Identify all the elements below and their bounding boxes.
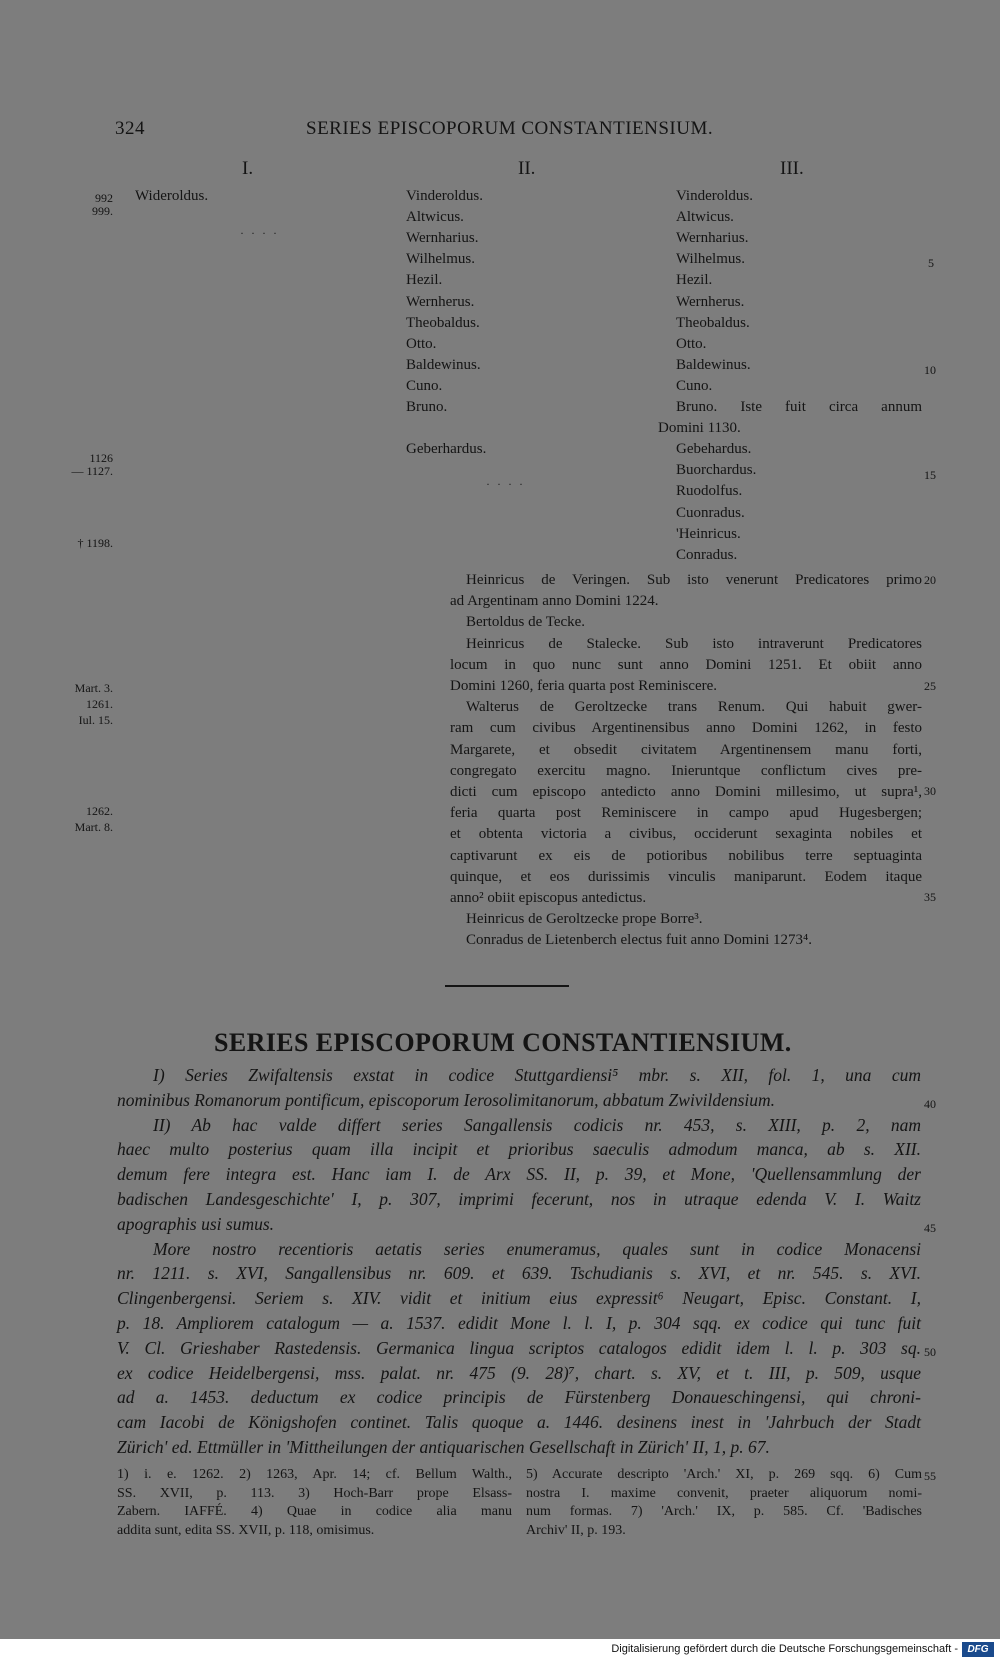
intro-line: ex codice Heidelbergensi, mss. palat. nr. 475 (9. 28)⁷, chart. s. XV, et t. III, p. 509, usque <box>117 1362 921 1383</box>
col2-entry: Hezil. <box>406 272 443 289</box>
line-number: 5 <box>928 256 934 270</box>
intro-text <box>117 1063 921 1460</box>
col3-entry: Wernharius. <box>676 230 749 247</box>
intro-line: cam Iacobi de Königshofen continet. Talis quoque a. 1446. desinens inest in 'Jahrbuch der Stadt <box>117 1412 921 1433</box>
prose-line: anno² obiit episcopus antedictus. <box>450 890 647 907</box>
col3-entry: Cuonradus. <box>676 504 745 521</box>
col2-entry: Vinderoldus. <box>406 188 484 204</box>
footnote-line: num formas. 7) 'Arch.' IX, p. 585. Cf. 'Badisches <box>526 1504 922 1519</box>
margin-date: † 1198. <box>77 536 113 550</box>
intro-line: nr. 1211. s. XVI, Sangallensibus nr. 609. et 639. Tschudianis s. XVI, et nr. 545. s. XVI. <box>117 1263 921 1284</box>
prose-line: Heinricus de Stalecke. Sub isto intraverunt Predicatores <box>466 635 922 652</box>
intro-line: More nostro recentioris aetatis series enumeramus, quales sunt in codice Monacensi <box>153 1238 921 1259</box>
footer-text: Digitalisierung gefördert durch die Deutsche Forschungsgemeinschaft - <box>611 1643 958 1655</box>
line-number: 45 <box>924 1221 936 1235</box>
intro-line: Clingenbergensi. Seriem s. XIV. vidit et initium eius expressit⁶ Neugart, Episc. Constant. I, <box>117 1288 921 1309</box>
prose-line: Domini 1260, feria quarta post Reminiscere. <box>450 678 718 695</box>
col3-entry: Gebehardus. <box>676 441 752 458</box>
column-header-2: II. <box>518 158 536 179</box>
intro-line: demum fere integra est. Hanc iam I. de Arx SS. II, p. 39, et Mone, 'Quellensammlung der <box>117 1164 921 1185</box>
footnote-line: Zabern. IAFFÉ. 4) Quae in codice alia manu <box>117 1504 512 1519</box>
margin-date: Mart. 8. <box>74 820 113 834</box>
col3-entry: Otto. <box>676 335 707 352</box>
margin-date: — 1127. <box>71 464 113 478</box>
intro-line: I) Series Zwifaltensis exstat in codice Stuttgardiensi⁵ mbr. s. XII, fol. 1, una cum <box>153 1065 921 1085</box>
col3-entry: Buorchardus. <box>676 462 757 479</box>
separator-rule <box>445 985 569 987</box>
col2-entry: Cuno. <box>406 377 443 394</box>
col2-entry: Wilhelmus. <box>406 251 475 268</box>
line-number: 25 <box>924 679 936 693</box>
footer-bar <box>0 1639 1000 1661</box>
col3-entry: Conradus. <box>676 546 738 563</box>
col3-entry: Bruno. Iste fuit circa annum <box>676 399 922 415</box>
line-number: 15 <box>924 468 936 482</box>
footnote-line: SS. XVII, p. 113. 3) Hoch-Barr prope Elsass- <box>117 1485 512 1501</box>
line-number: 35 <box>924 890 936 904</box>
margin-date: 1262. <box>86 804 113 818</box>
col3-entry: Wernherus. <box>676 293 745 310</box>
footnotes-left <box>117 1466 512 1540</box>
intro-line: II) Ab hac valde differt series Sangallensis codicis nr. 453, s. XIII, p. 2, nam <box>153 1114 921 1135</box>
section-title: SERIES EPISCOPORUM CONSTANTIENSIUM. <box>214 1028 792 1057</box>
intro-line: V. Cl. Grieshaber Rastedensis. Germanica lingua scriptos catalogos edidit idem l. l. p. 303 sq. <box>117 1337 921 1358</box>
col2-entry: Bruno. <box>406 399 448 415</box>
margin-date: Iul. 15. <box>78 713 113 727</box>
dfg-logo-icon: DFG <box>962 1642 994 1657</box>
intro-line: Zürich' ed. Ettmüller in 'Mittheilungen der antiquarischen Gesellschaft in Zürich' II, 1, p. 67. <box>117 1436 770 1457</box>
intro-line: ad a. 1453. deductum ex codice principis de Fürstenberg Donaueschingensi, qui chroni- <box>117 1387 921 1408</box>
col3-entry: Wilhelmus. <box>676 251 745 268</box>
col3-entry: Hezil. <box>676 272 713 289</box>
prose-line: ad Argentinam anno Domini 1224. <box>450 593 659 610</box>
line-number: 20 <box>924 573 936 587</box>
col1-entry: Wideroldus. <box>135 188 209 204</box>
footnote-line: 5) Accurate descripto 'Arch.' XI, p. 269 sqq. 6) Cum <box>526 1467 922 1482</box>
prose-line: dicti cum episcopo antedicto anno Domini millesimo, ut supra¹, <box>450 784 922 801</box>
intro-line: p. 18. Ampliorem catalogum — a. 1537. edidit Mone l. l. I, p. 304 sqq. ex codice qui tunc fuit <box>117 1312 921 1333</box>
margin-date: 1261. <box>86 697 113 711</box>
col2-entry: Altwicus. <box>406 209 464 226</box>
footnote-line: addita sunt, edita SS. XVII, p. 118, omisimus. <box>117 1522 375 1538</box>
col3-entry: Altwicus. <box>676 209 734 226</box>
column-3-prose <box>450 570 922 952</box>
prose-line: Heinricus de Geroltzecke prope Borre³. <box>466 911 703 928</box>
intro-line: apographis usi sumus. <box>117 1213 275 1234</box>
prose-line: ram cum civibus Argentinensibus anno Domini 1262, in festo <box>450 720 922 737</box>
line-number: 50 <box>924 1345 936 1359</box>
prose-line: feria quarta post Reminiscere in campo apud Hugesbergen; <box>450 805 922 822</box>
running-title: SERIES EPISCOPORUM CONSTANTIENSIUM. <box>306 118 714 139</box>
intro-line: nominibus Romanorum pontificum, episcoporum Ierosolimitanorum, abbatum Zwivildensium. <box>117 1089 776 1110</box>
prose-line: Margarete, et obsedit civitatem Argentinensem manu forti, <box>450 741 922 758</box>
line-number: 30 <box>924 784 936 798</box>
prose-line: Bertoldus de Tecke. <box>466 614 586 631</box>
col2-entry: Wernherus. <box>406 293 475 310</box>
prose-line: Walterus de Geroltzecke trans Renum. Qui habuit gwer- <box>466 699 922 716</box>
col3-entry: Baldewinus. <box>676 356 751 373</box>
col2-entry: Otto. <box>406 335 437 352</box>
page-number: 324 <box>115 118 145 139</box>
footnote-line: 1) i. e. 1262. 2) 1263, Apr. 14; cf. Bellum Walth., <box>117 1467 512 1482</box>
margin-date: 1126 <box>89 451 113 465</box>
prose-line: congregato exercitu magno. Inieruntque conflictum cives pre- <box>450 762 922 779</box>
col3-entry: Domini 1130. <box>658 420 741 437</box>
prose-line: Heinricus de Veringen. Sub isto venerunt Predicatores primo <box>466 572 922 588</box>
col2-entry: Wernharius. <box>406 230 479 247</box>
prose-line: et obtenta victoria a civibus, occiderunt sexaginta nobiles et <box>450 826 922 843</box>
prose-line: locum in quo nunc sunt anno Domini 1251. Et obiit anno <box>450 656 922 673</box>
ellipsis-dots: · · · · <box>486 477 525 491</box>
intro-line: haec multo posterius quam illa incipit et prioribus saeculis admodum manca, ab s. XII. <box>117 1139 921 1160</box>
prose-line: quinque, et eos durissimis vinculis maniparunt. Eodem itaque <box>450 868 922 885</box>
margin-date: Mart. 3. <box>74 681 113 695</box>
prose-line: captivarunt ex eis de potioribus nobilibus terre septuaginta <box>450 847 922 864</box>
col2-entry: Baldewinus. <box>406 356 481 373</box>
line-number: 55 <box>924 1469 936 1483</box>
footnote-line: Archiv' II, p. 193. <box>526 1522 626 1538</box>
margin-date: 999. <box>92 204 113 218</box>
footnotes-right <box>526 1466 922 1540</box>
line-number: 10 <box>924 363 936 377</box>
prose-line: Conradus de Lietenberch electus fuit anno Domini 1273⁴. <box>466 932 812 949</box>
col3-entry: Cuno. <box>676 377 713 394</box>
margin-date: 992 <box>95 191 113 205</box>
col3-entry: Theobaldus. <box>676 314 750 331</box>
col3-entry: 'Heinricus. <box>676 525 741 542</box>
col3-entry: Ruodolfus. <box>676 483 743 500</box>
line-number: 40 <box>924 1097 936 1111</box>
col2-entry: Geberhardus. <box>406 441 487 458</box>
column-header-3: III. <box>780 158 804 179</box>
intro-line: badischen Landesgeschichte' I, p. 307, imprimi fecerunt, nos in utraque edenda V. I. Waitz <box>117 1188 921 1209</box>
ellipsis-dots: · · · · <box>240 226 279 240</box>
footnote-line: nostra I. maxime convenit, praeter aliquorum nomi- <box>526 1485 922 1501</box>
column-header-1: I. <box>242 158 254 179</box>
col2-entry: Theobaldus. <box>406 314 480 331</box>
col3-entry: Vinderoldus. <box>676 188 754 204</box>
